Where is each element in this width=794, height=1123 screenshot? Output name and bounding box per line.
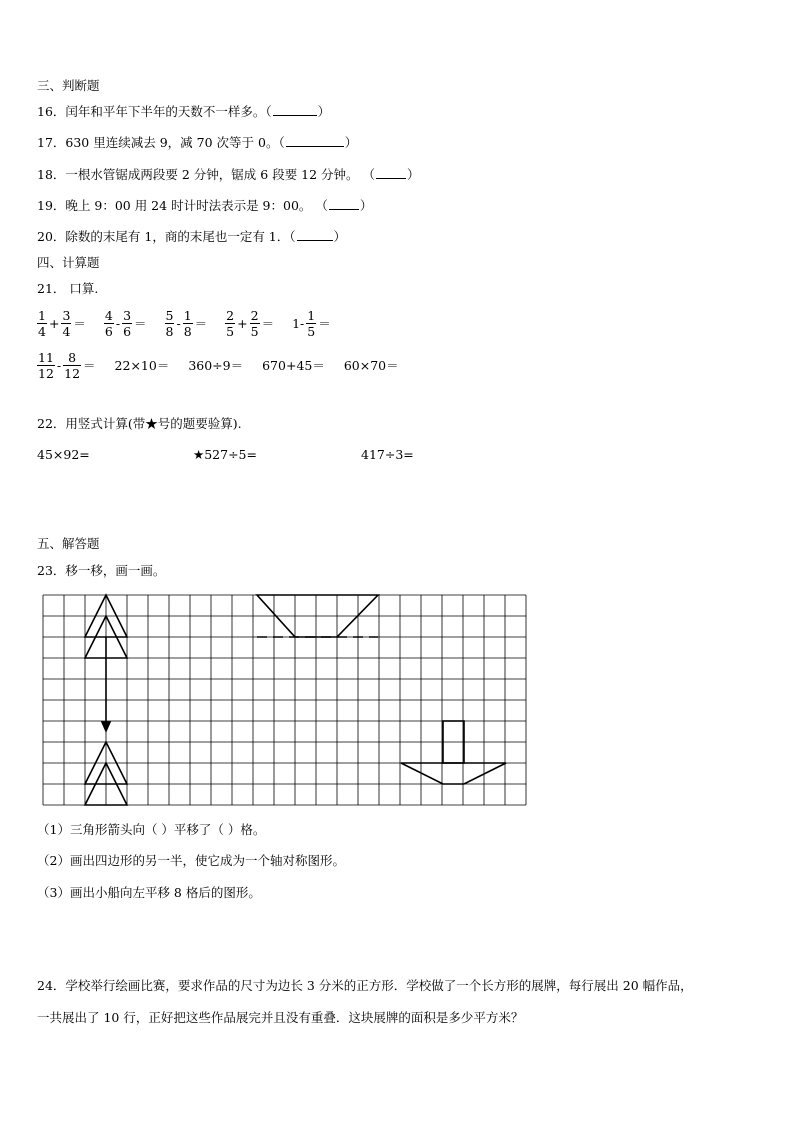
expr-1-1: $\frac{1}{4}$ + $\frac{3}{4}$ ＝ bbox=[38, 308, 86, 339]
question-20-text: 20．除数的末尾有 1，商的末尾也一定有 1．（ bbox=[37, 229, 296, 244]
q23-part-2: （2）画出四边形的另一半，使它成为一个轴对称图形。 bbox=[37, 853, 345, 868]
fraction: $\frac{3}{6}$ bbox=[123, 308, 132, 339]
expr-2-2: 22×10＝ bbox=[114, 357, 170, 373]
fraction: $\frac{3}{4}$ bbox=[62, 308, 71, 339]
expr-2-5: 60×70＝ bbox=[343, 357, 399, 373]
question-16-close: ） bbox=[317, 104, 331, 119]
expr-1-4: $\frac{2}{5}$ + $\frac{2}{5}$ ＝ bbox=[226, 308, 275, 339]
fraction: $\frac{1}{8}$ bbox=[183, 308, 192, 339]
expr-1-3: $\frac{5}{8}$ - $\frac{1}{8}$ ＝ bbox=[165, 308, 208, 339]
boat-hull bbox=[401, 763, 506, 784]
question-23: 23．移一移，画一画。 bbox=[37, 563, 166, 578]
q23-part-1: （1）三角形箭头向（ ）平移了（ ）格。 bbox=[37, 822, 266, 837]
question-17-text: 17．630 里连续减去 9，减 70 次等于 0。（ bbox=[37, 135, 285, 150]
question-19-close: ） bbox=[359, 198, 373, 213]
question-19-text: 19．晚上 9：00 用 24 时计时法表示是 9：00。 （ bbox=[37, 198, 328, 213]
expr-2-1: $\frac{11}{12}$ - $\frac{8}{12}$ ＝ bbox=[38, 350, 96, 381]
fraction: $\frac{1}{5}$ bbox=[307, 308, 316, 339]
section-heading-judgement: 三、判断题 bbox=[37, 78, 100, 93]
question-18-text: 18．一根水管锯成两段要 2 分钟，锯成 6 段要 12 分钟。 （ bbox=[37, 167, 376, 182]
fraction: $\frac{11}{12}$ bbox=[38, 350, 54, 381]
calc-item-3: 417÷3= bbox=[361, 447, 414, 462]
section-heading-problems: 五、解答题 bbox=[37, 536, 100, 551]
calc-item-1: 45×92= bbox=[37, 447, 90, 462]
expr-2-4: 670+45＝ bbox=[262, 357, 325, 373]
fraction: $\frac{8}{12}$ bbox=[64, 350, 81, 381]
question-20-close: ） bbox=[333, 229, 347, 244]
fraction: $\frac{4}{6}$ bbox=[104, 308, 113, 339]
arrow-head-icon bbox=[102, 722, 110, 731]
expr-1-2: $\frac{4}{6}$ - $\frac{3}{6}$ ＝ bbox=[104, 308, 147, 339]
q23-part-3: （3）画出小船向左平移 8 格后的图形。 bbox=[37, 885, 261, 900]
question-21: 21． 口算. bbox=[37, 281, 99, 296]
fraction: $\frac{2}{5}$ bbox=[226, 308, 235, 339]
question-24-line-2: 一共展出了 10 行，正好把这些作品展完并且没有重叠．这块展牌的面积是多少平方米？ bbox=[37, 1010, 524, 1025]
question-16-text: 16．闰年和平年下半年的天数不一样多。（ bbox=[37, 104, 272, 119]
question-24-line-1: 24．学校举行绘画比赛，要求作品的尺寸为边长 3 分米的正方形．学校做了一个长方形的展牌，每行展出 20 幅作品， bbox=[37, 978, 693, 993]
fraction: $\frac{1}{4}$ bbox=[38, 308, 46, 339]
question-22: 22．用竖式计算(带★号的题要验算). bbox=[37, 416, 242, 431]
question-17-close: ） bbox=[344, 135, 358, 150]
fraction: $\frac{5}{8}$ bbox=[165, 308, 174, 339]
calc-item-2: ★527÷5= bbox=[193, 447, 257, 462]
expr-2-3: 360÷9＝ bbox=[188, 357, 244, 373]
section-heading-calculation: 四、计算题 bbox=[37, 255, 100, 270]
question-18-close: ） bbox=[407, 167, 420, 182]
expr-1-5: 1- $\frac{1}{5}$ ＝ bbox=[292, 308, 331, 339]
fraction: $\frac{2}{5}$ bbox=[250, 308, 259, 339]
